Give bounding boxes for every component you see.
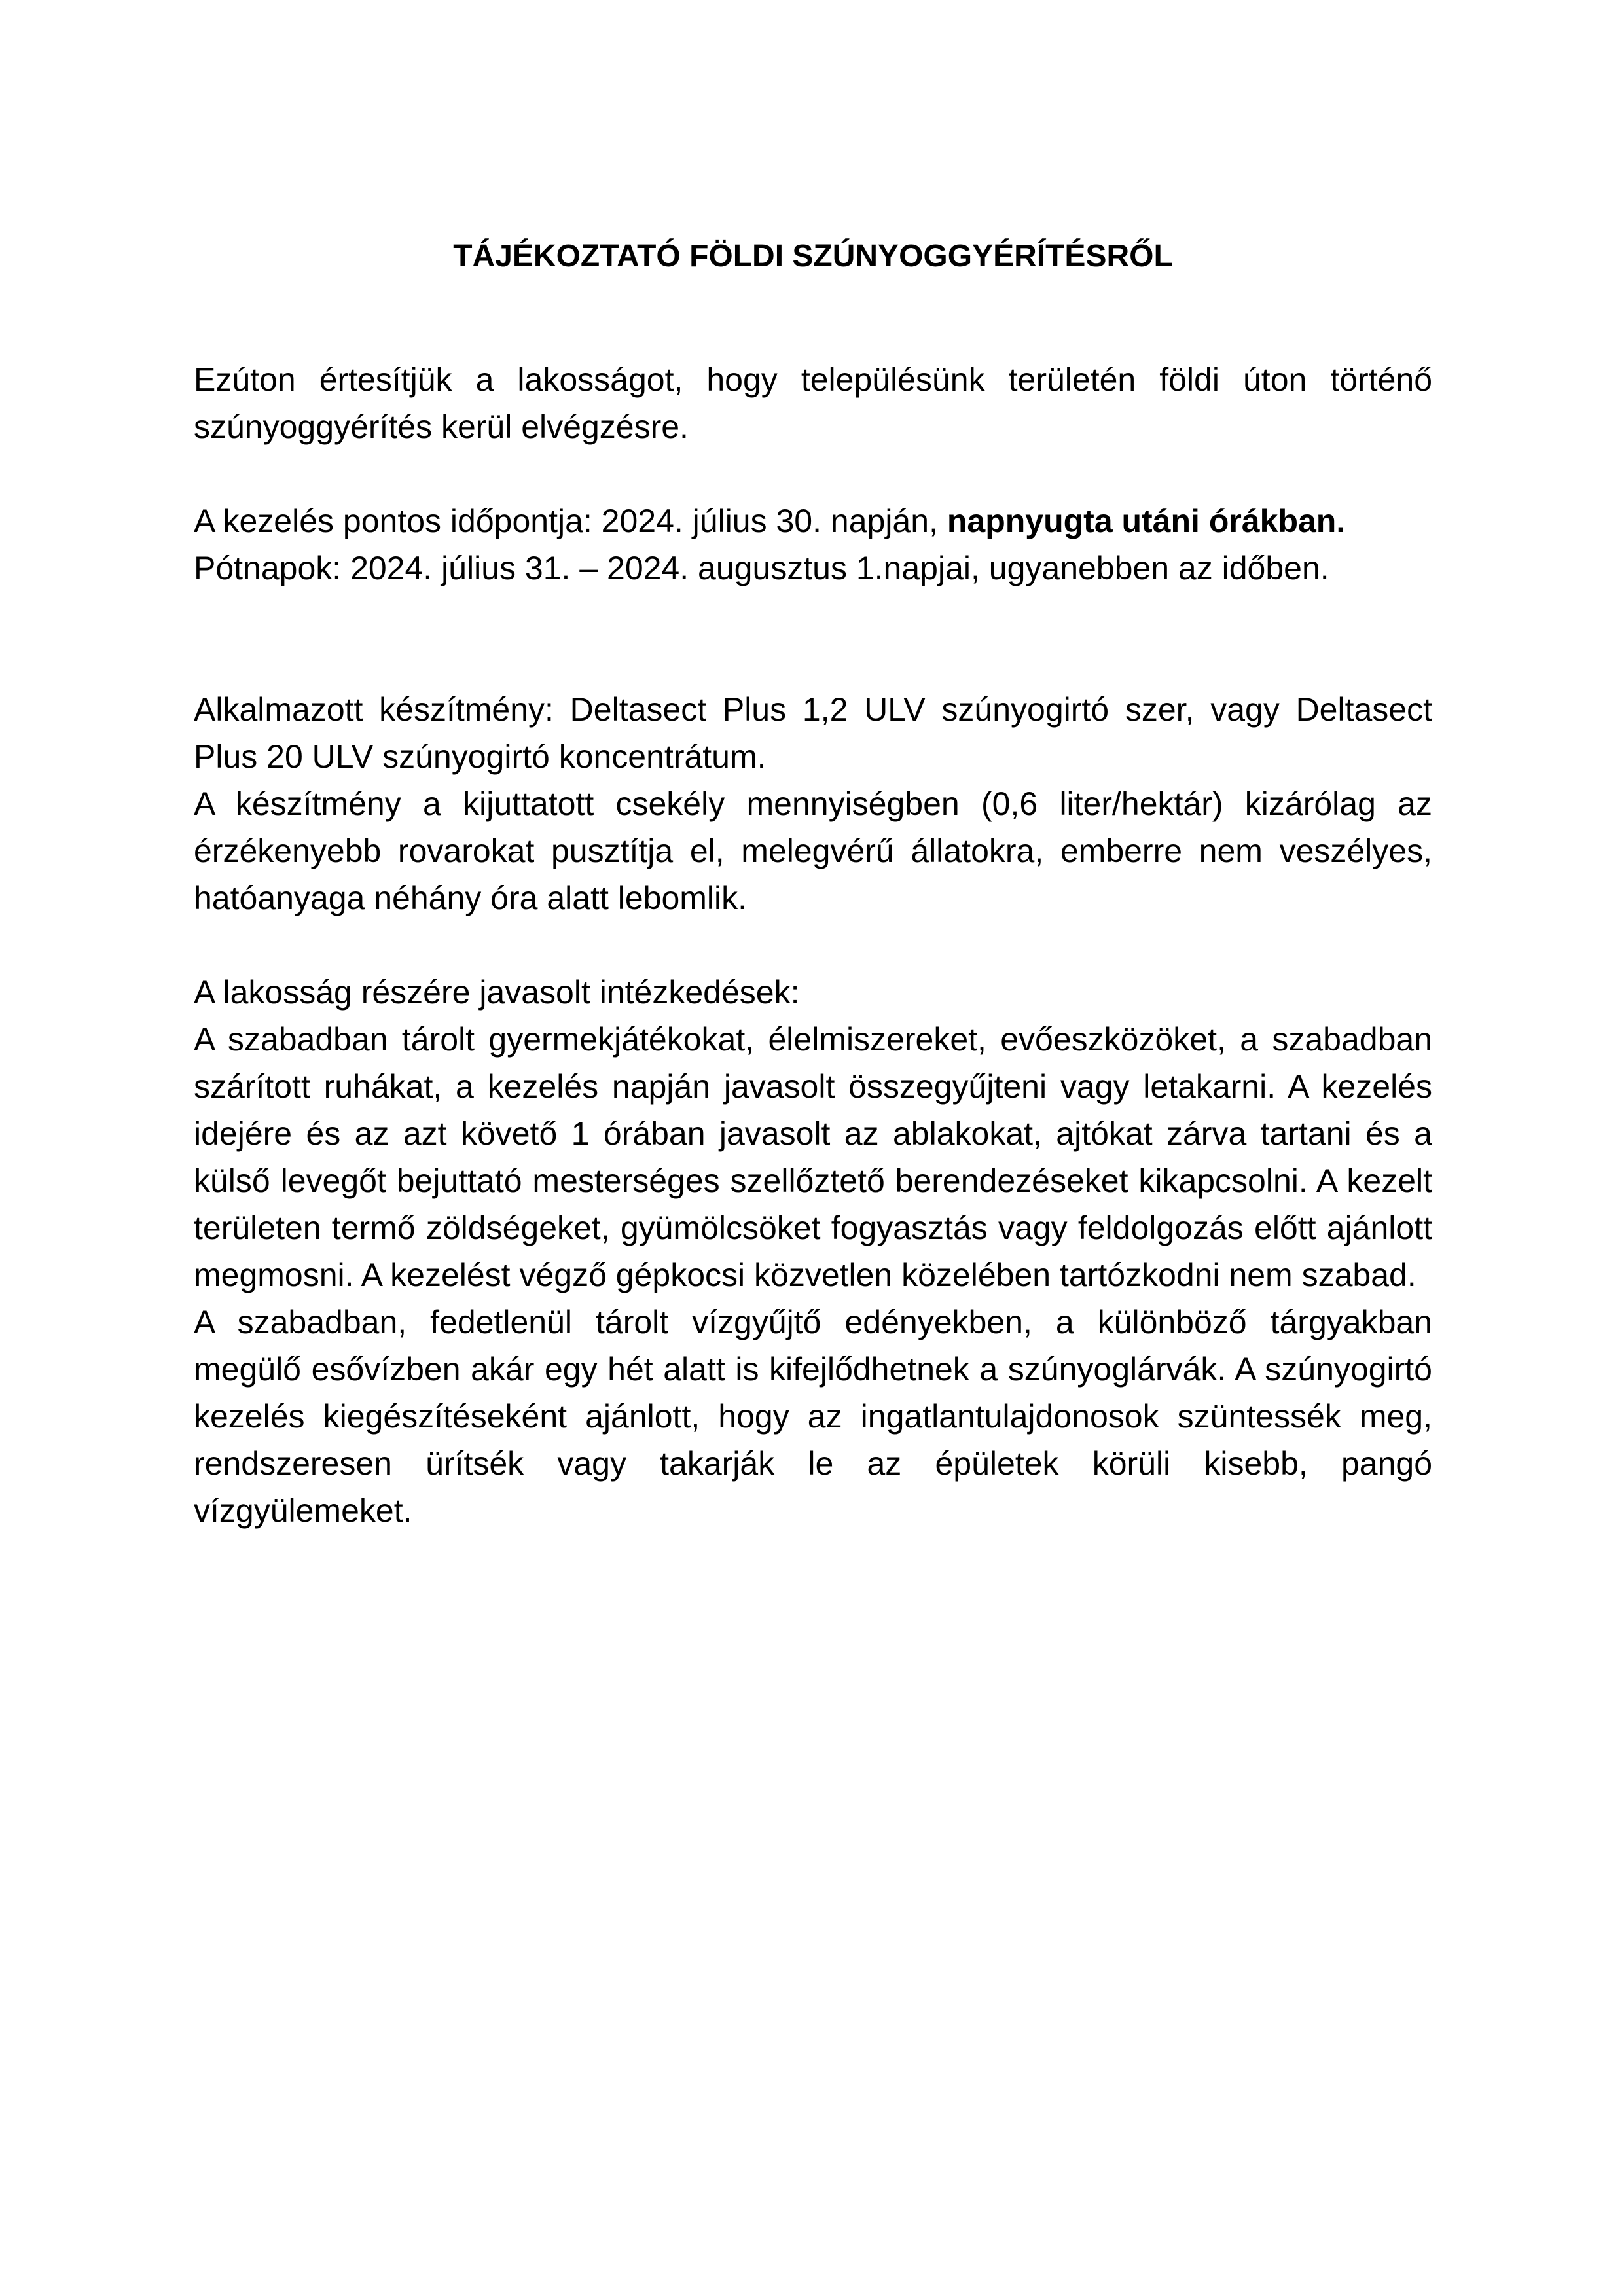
measures-paragraph-2: A szabadban, fedetlenül tárolt vízgyűjtő edényekben, a különböző tárgyakban megülő esővízben akár egy hét alatt is kifejlődhetnek a szúnyoglárvák. A szúnyogirtó kezelés kiegészítéseként ajánlott, hogy az ingatlantulajdonosok szüntessék meg, rendszeresen ürítsék vagy takarják le az épületek körüli kisebb, pangó vízgyülemeket.: [194, 1304, 1432, 1529]
product-paragraph: Alkalmazott készítmény: Deltasect Plus 1,2 ULV szúnyogirtó szer, vagy Deltasect Plus 20 ULV szúnyogirtó koncentrátum.: [194, 691, 1432, 775]
spacer: [194, 592, 1432, 686]
document-body: [194, 236, 1432, 1534]
backup-days-paragraph: Pótnapok: 2024. július 31. – 2024. augusztus 1.napjai, ugyanebben az időben.: [194, 550, 1329, 586]
document-title: TÁJÉKOZTATÓ FÖLDI SZÚNYOGGYÉRÍTÉSRŐL: [453, 239, 1173, 274]
spacer: [194, 278, 1432, 356]
schedule-date-text: A kezelés pontos időpontja: 2024. július 30. napján,: [194, 503, 947, 539]
schedule-date-bold: napnyugta utáni órákban.: [947, 503, 1346, 539]
spacer: [194, 450, 1432, 497]
measures-paragraph-1: A szabadban tárolt gyermekjátékokat, élelmiszereket, evőeszközöket, a szabadban szárított ruhákat, a kezelés napján javasolt összegyűjteni vagy letakarni. A kezelés idejére és az azt követő 1 órában javasolt az ablakokat, ajtókat zárva tartani és a külső levegőt bejuttató mesterséges szellőztető berendezéseket kikapcsolni. A kezelt területen termő zöldségeket, gyümölcsöket fogyasztás vagy feldolgozás előtt ajánlott megmosni. A kezelést végző gépkocsi közvetlen közelében tartózkodni nem szabad.: [194, 1021, 1432, 1293]
spacer: [194, 922, 1432, 969]
measures-heading: A lakosság részére javasolt intézkedések:: [194, 974, 800, 1011]
product-effect-paragraph: A készítmény a kijuttatott csekély mennyiségben (0,6 liter/hektár) kizárólag az érzékenyebb rovarokat pusztítja el, melegvérű állatokra, emberre nem veszélyes, hatóanyaga néhány óra alatt lebomlik.: [194, 785, 1432, 916]
intro-paragraph: Ezúton értesítjük a lakosságot, hogy településünk területén földi úton történő szúnyoggyérítés kerül elvégzésre.: [194, 361, 1432, 445]
schedule-paragraph: [194, 497, 1432, 545]
